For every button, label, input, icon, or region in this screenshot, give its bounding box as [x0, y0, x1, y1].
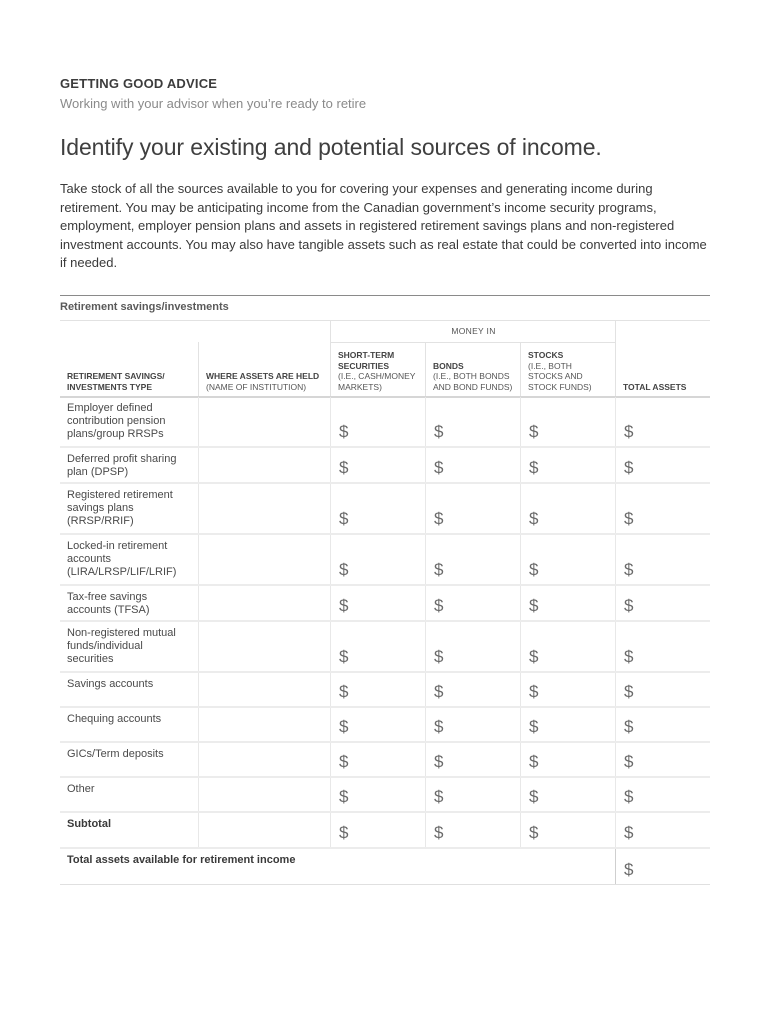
- amount-field[interactable]: [520, 622, 615, 671]
- dollar-sign: $: [529, 647, 539, 666]
- row-label: Savings accounts: [67, 678, 154, 690]
- row-label: GICs/Term deposits: [67, 748, 164, 760]
- section-label: GETTING GOOD ADVICE: [60, 76, 218, 91]
- money-in-label: MONEY IN: [451, 326, 496, 336]
- dollar-sign: $: [339, 509, 349, 528]
- amount-field[interactable]: [425, 743, 520, 776]
- col-header-stocks-note: (I.E., BOTH STOCKS AND STOCK FUNDS): [528, 360, 592, 392]
- dollar-sign: $: [529, 787, 539, 806]
- dollar-sign: $: [624, 458, 634, 477]
- dollar-sign: $: [624, 682, 634, 701]
- dollar-sign: $: [434, 458, 444, 477]
- amount-field[interactable]: [330, 484, 425, 533]
- amount-field[interactable]: [615, 622, 710, 671]
- dollar-sign: $: [339, 560, 349, 579]
- col-header-short-term-label: SHORT-TERM SECURITIES: [338, 350, 395, 371]
- amount-field[interactable]: [425, 448, 520, 482]
- amount-field[interactable]: [425, 778, 520, 811]
- amount-field[interactable]: [615, 743, 710, 776]
- row-label: Non-registered mutual funds/individual securities: [67, 627, 176, 665]
- dollar-sign: $: [624, 509, 634, 528]
- amount-field[interactable]: [425, 586, 520, 620]
- dollar-sign: $: [624, 823, 634, 842]
- institution-field[interactable]: [198, 586, 330, 620]
- col-header-stocks: [520, 342, 615, 396]
- dollar-sign: $: [339, 787, 349, 806]
- dollar-sign: $: [434, 647, 444, 666]
- amount-field[interactable]: [425, 673, 520, 706]
- dollar-sign: $: [529, 509, 539, 528]
- dollar-sign: $: [624, 752, 634, 771]
- amount-field[interactable]: [520, 535, 615, 584]
- total-label: Total assets available for retirement income: [67, 854, 296, 866]
- section-subtitle: Working with your advisor when you’re ready to retire: [60, 96, 367, 111]
- amount-field[interactable]: [330, 397, 425, 446]
- table-top-rule: [60, 295, 710, 296]
- dollar-sign: $: [529, 823, 539, 842]
- institution-field[interactable]: [198, 743, 330, 776]
- dollar-sign: $: [339, 717, 349, 736]
- table-row: [60, 708, 710, 743]
- total-row: [60, 849, 710, 885]
- col-header-bonds: [425, 342, 520, 396]
- amount-field[interactable]: [615, 586, 710, 620]
- dollar-sign: $: [339, 682, 349, 701]
- col-header-bonds-note: (I.E., BOTH BONDS AND BOND FUNDS): [433, 371, 513, 392]
- table-row: [60, 743, 710, 778]
- money-in-header: [330, 320, 616, 343]
- amount-field[interactable]: [520, 708, 615, 741]
- dollar-sign: $: [339, 422, 349, 441]
- amount-field[interactable]: [425, 708, 520, 741]
- dollar-sign: $: [434, 717, 444, 736]
- amount-field[interactable]: [615, 673, 710, 706]
- amount-field[interactable]: [330, 622, 425, 671]
- col-header-stocks-label: STOCKS: [528, 350, 564, 360]
- amount-field[interactable]: [330, 708, 425, 741]
- table-row: [60, 778, 710, 813]
- dollar-sign: $: [624, 596, 634, 615]
- subtotal-row: [60, 813, 710, 849]
- amount-field[interactable]: [425, 535, 520, 584]
- amount-field[interactable]: [615, 708, 710, 741]
- institution-field[interactable]: [198, 484, 330, 533]
- institution-field[interactable]: [198, 397, 330, 446]
- institution-field[interactable]: [198, 813, 330, 847]
- col-header-where: [198, 342, 330, 396]
- table-row: [60, 484, 710, 535]
- col-header-where-note: (NAME OF INSTITUTION): [206, 381, 307, 392]
- amount-field[interactable]: [615, 448, 710, 482]
- header-spacer: [615, 320, 711, 342]
- amount-field[interactable]: [615, 535, 710, 584]
- amount-field[interactable]: [520, 448, 615, 482]
- dollar-sign: $: [624, 860, 634, 879]
- col-header-type-label: RETIREMENT SAVINGS/ INVESTMENTS TYPE: [67, 371, 165, 392]
- col-header-total-label: TOTAL ASSETS: [623, 381, 687, 392]
- amount-field[interactable]: [520, 673, 615, 706]
- dollar-sign: $: [434, 752, 444, 771]
- amount-field[interactable]: [425, 622, 520, 671]
- dollar-sign: $: [624, 422, 634, 441]
- dollar-sign: $: [529, 752, 539, 771]
- institution-field[interactable]: [198, 778, 330, 811]
- total-amount-field[interactable]: [615, 849, 710, 884]
- amount-field[interactable]: [615, 778, 710, 811]
- amount-field[interactable]: [615, 813, 710, 847]
- institution-field[interactable]: [198, 622, 330, 671]
- row-label: Other: [67, 783, 95, 795]
- dollar-sign: $: [624, 560, 634, 579]
- amount-field[interactable]: [330, 448, 425, 482]
- column-header-row: [60, 342, 710, 398]
- table-row: [60, 535, 710, 586]
- amount-field[interactable]: [330, 673, 425, 706]
- dollar-sign: $: [434, 682, 444, 701]
- dollar-sign: $: [529, 458, 539, 477]
- dollar-sign: $: [434, 560, 444, 579]
- amount-field[interactable]: [330, 586, 425, 620]
- table-caption: Retirement savings/investments: [60, 301, 229, 313]
- amount-field[interactable]: [425, 484, 520, 533]
- row-label: Subtotal: [67, 818, 111, 830]
- page-title: Identify your existing and potential sources of income.: [60, 134, 602, 160]
- amount-field[interactable]: [425, 813, 520, 847]
- dollar-sign: $: [339, 596, 349, 615]
- dollar-sign: $: [434, 422, 444, 441]
- col-header-total: [615, 342, 710, 396]
- dollar-sign: $: [529, 422, 539, 441]
- dollar-sign: $: [339, 823, 349, 842]
- dollar-sign: $: [434, 787, 444, 806]
- row-label: Locked-in retirement accounts (LIRA/LRSP/LIF/LRIF): [67, 540, 177, 578]
- col-header-type: [60, 342, 198, 396]
- table-row: [60, 673, 710, 708]
- table-row: [60, 586, 710, 622]
- table-row: [60, 448, 710, 484]
- dollar-sign: $: [339, 647, 349, 666]
- amount-field[interactable]: [520, 586, 615, 620]
- dollar-sign: $: [529, 596, 539, 615]
- row-label: Registered retirement savings plans (RRSP/RRIF): [67, 489, 173, 527]
- amount-field[interactable]: [520, 743, 615, 776]
- dollar-sign: $: [434, 823, 444, 842]
- amount-field[interactable]: [615, 397, 710, 446]
- institution-field[interactable]: [198, 673, 330, 706]
- amount-field[interactable]: [425, 397, 520, 446]
- row-label: Employer defined contribution pension plans/group RRSPs: [67, 402, 166, 440]
- col-header-bonds-label: BONDS: [433, 360, 464, 371]
- amount-field[interactable]: [330, 778, 425, 811]
- row-label: Tax-free savings accounts (TFSA): [67, 591, 150, 616]
- dollar-sign: $: [624, 787, 634, 806]
- table-row: [60, 622, 710, 673]
- dollar-sign: $: [434, 596, 444, 615]
- col-header-where-label: WHERE ASSETS ARE HELD: [206, 371, 320, 381]
- dollar-sign: $: [434, 509, 444, 528]
- dollar-sign: $: [339, 752, 349, 771]
- amount-field[interactable]: [330, 743, 425, 776]
- amount-field[interactable]: [520, 813, 615, 847]
- dollar-sign: $: [529, 717, 539, 736]
- dollar-sign: $: [339, 458, 349, 477]
- intro-paragraph: Take stock of all the sources available to you for covering your expenses and generating income during retirement. You may be anticipating income from the Canadian government’s income security programs, employment, employer pension plans and assets in registered retirement savings plans and non-registered investment accounts. You may also have tangible assets such as real estate that could be converted into income if needed.: [60, 181, 707, 270]
- col-header-short-term-note: (I.E., CASH/MONEY MARKETS): [338, 371, 416, 392]
- amount-field[interactable]: [330, 535, 425, 584]
- institution-field[interactable]: [198, 708, 330, 741]
- institution-field[interactable]: [198, 448, 330, 482]
- amount-field[interactable]: [330, 813, 425, 847]
- amount-field[interactable]: [520, 778, 615, 811]
- dollar-sign: $: [624, 717, 634, 736]
- col-header-short-term: [330, 342, 425, 396]
- institution-field[interactable]: [198, 535, 330, 584]
- dollar-sign: $: [529, 560, 539, 579]
- dollar-sign: $: [529, 682, 539, 701]
- table-row: [60, 397, 710, 448]
- dollar-sign: $: [624, 647, 634, 666]
- row-label: Chequing accounts: [67, 713, 162, 725]
- amount-field[interactable]: [615, 484, 710, 533]
- row-label: Deferred profit sharing plan (DPSP): [67, 453, 177, 478]
- amount-field[interactable]: [520, 484, 615, 533]
- amount-field[interactable]: [520, 397, 615, 446]
